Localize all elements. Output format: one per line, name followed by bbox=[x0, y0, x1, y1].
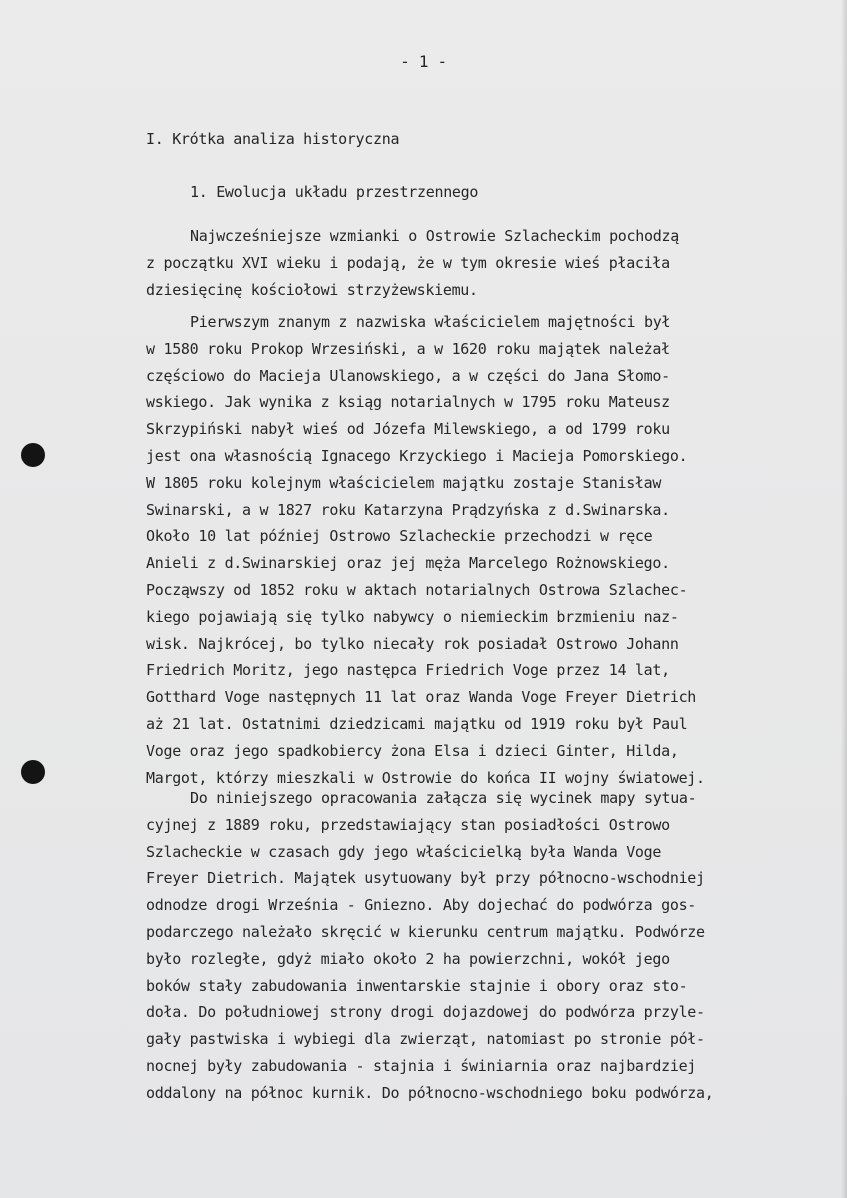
section-heading: I. Krótka analiza historyczna bbox=[146, 130, 400, 148]
text-line: Swinarski, a w 1827 roku Katarzyna Prądzyńska z d.Swinarska. bbox=[146, 500, 670, 519]
text-line: Anieli z d.Swinarskiej oraz jej męża Marcelego Rożnowskiego. bbox=[146, 554, 670, 573]
text-line: W 1805 roku kolejnym właścicielem majątku zostaje Stanisław bbox=[146, 473, 662, 492]
paragraph bbox=[146, 223, 826, 303]
text-line: odnodze drogi Września - Gniezno. Aby dojechać do podwórza gos- bbox=[146, 896, 697, 915]
text-line: boków stały zabudowania inwentarskie stajnie i obory oraz sto- bbox=[146, 976, 688, 995]
text-line: wskiego. Jak wynika z ksiąg notarialnych w 1795 roku Mateusz bbox=[146, 393, 670, 412]
punch-hole bbox=[21, 443, 45, 467]
text-line: Do niniejszego opracowania załącza się wycinek mapy sytua- bbox=[190, 789, 697, 807]
text-line: podarczego należało skręcić w kierunku centrum majątku. Podwórze bbox=[146, 922, 705, 941]
text-line: było rozległe, gdyż miało około 2 ha powierzchni, wokół jego bbox=[146, 949, 670, 968]
text-line: gały pastwiska i wybiegi dla zwierząt, natomiast po stronie pół- bbox=[146, 1030, 705, 1049]
text-line: jest ona własnością Ignacego Krzyckiego i Macieja Pomorskiego. bbox=[146, 446, 688, 465]
text-line: Voge oraz jego spadkobiercy żona Elsa i dzieci Ginter, Hilda, bbox=[146, 741, 679, 760]
text-line: Freyer Dietrich. Majątek usytuowany był przy północno-wschodniej bbox=[146, 869, 705, 888]
text-line: nocnej były zabudowania - stajnia i świniarnia oraz najbardziej bbox=[146, 1056, 697, 1075]
text-line: wisk. Najkrócej, bo tylko niecały rok posiadał Ostrowo Johann bbox=[146, 634, 679, 653]
paragraph bbox=[146, 309, 826, 791]
text-line: z początku XVI wieku i podają, że w tym okresie wieś płaciła bbox=[146, 253, 670, 272]
text-line: dziesięcinę kościołowi strzyżewskiemu. bbox=[146, 280, 478, 299]
text-line: doła. Do południowej strony drogi dojazdowej do podwórza przyle- bbox=[146, 1003, 705, 1022]
text-line: Około 10 lat później Ostrowo Szlacheckie przechodzi w ręce bbox=[146, 527, 653, 546]
text-line: oddalony na północ kurnik. Do północno-wschodniego boku podwórza, bbox=[146, 1083, 714, 1102]
page-edge-shadow bbox=[841, 0, 847, 1198]
text-line: Skrzypiński nabył wieś od Józefa Milewskiego, a od 1799 roku bbox=[146, 420, 670, 439]
text-line: Pierwszym znanym z nazwiska właścicielem majętności był bbox=[190, 313, 671, 331]
text-line: kiego pojawiają się tylko nabywcy o niemieckim brzmieniu naz- bbox=[146, 607, 679, 626]
text-line: Począwszy od 1852 roku w aktach notarialnych Ostrowa Szlachec- bbox=[146, 580, 688, 599]
text-line: aż 21 lat. Ostatnimi dziedzicami majątku od 1919 roku był Paul bbox=[146, 714, 688, 733]
text-line: Friedrich Moritz, jego następca Friedrich Voge przez 14 lat, bbox=[146, 661, 670, 680]
paragraph bbox=[146, 785, 826, 1107]
subsection-heading: 1. Ewolucja układu przestrzennego bbox=[190, 183, 479, 201]
text-line: Margot, którzy mieszkali w Ostrowie do końca II wojny światowej. bbox=[146, 768, 705, 787]
text-line: częściowo do Macieja Ulanowskiego, a w części do Jana Słomo- bbox=[146, 366, 670, 385]
punch-hole bbox=[21, 760, 45, 784]
text-line: Gotthard Voge następnych 11 lat oraz Wanda Voge Freyer Dietrich bbox=[146, 688, 697, 707]
text-line: w 1580 roku Prokop Wrzesiński, a w 1620 roku majątek należał bbox=[146, 339, 670, 358]
text-line: Najwcześniejsze wzmianki o Ostrowie Szlacheckim pochodzą bbox=[190, 227, 679, 245]
page-number: - 1 - bbox=[400, 52, 447, 71]
text-line: Szlacheckie w czasach gdy jego właścicielką była Wanda Voge bbox=[146, 842, 662, 861]
text-line: cyjnej z 1889 roku, przedstawiający stan posiadłości Ostrowo bbox=[146, 815, 670, 834]
